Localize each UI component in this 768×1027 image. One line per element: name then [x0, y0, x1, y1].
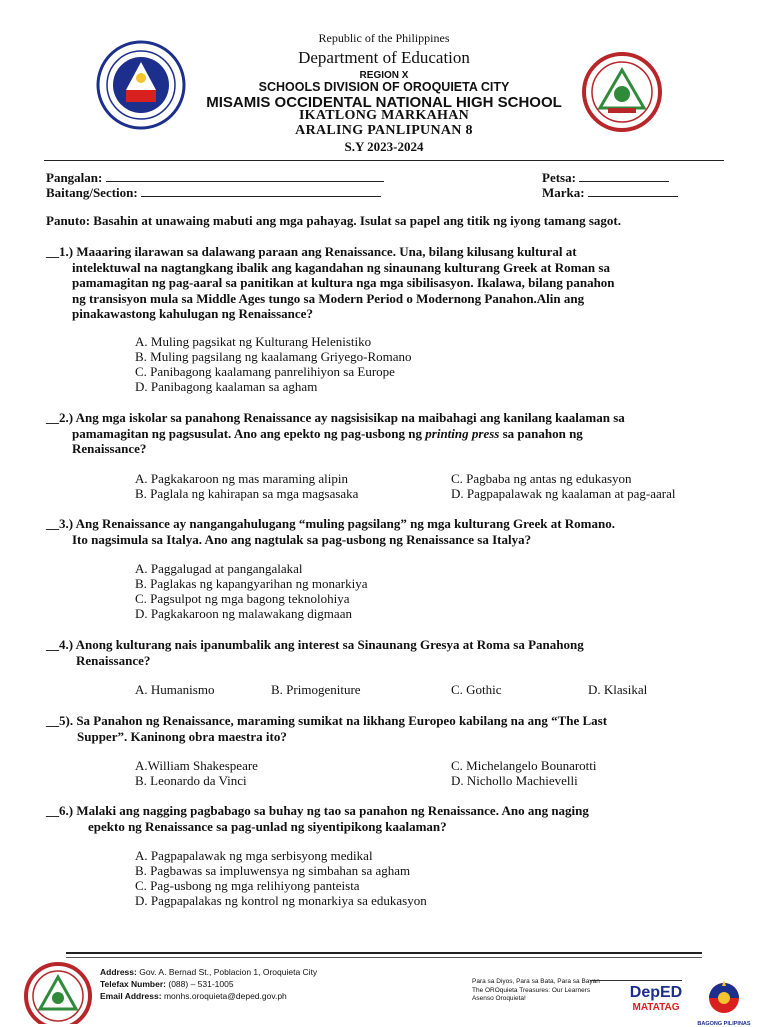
question-6	[46, 803, 726, 834]
bagong-pilipinas-logo: BAGONG PILIPINAS	[696, 976, 752, 1024]
option-c[interactable]: C. Pagsulpot ng mga bagong teknolohiya	[135, 591, 350, 606]
header-divider	[44, 160, 724, 161]
deped-matatag-logo: DepED MATATAG	[629, 984, 683, 1013]
question-5-line1: __5). Sa Panahon ng Renaissance, maraming sumikat na likhang Europeo kabilang na ang “The Last	[46, 713, 608, 728]
question-5-option-a[interactable]: A.William Shakespeare	[135, 758, 258, 773]
question-2-option-b[interactable]: B. Paglala ng kahirapan sa mga magsasaka	[135, 486, 359, 501]
option-d[interactable]: D. Pagpapalakas ng kontrol ng monarkiya sa edukasyon	[135, 893, 427, 908]
question-4-option-d[interactable]: D. Klasikal	[588, 682, 648, 697]
quarter-title: IKATLONG MARKAHAN	[298, 108, 470, 123]
question-6-options	[135, 848, 427, 908]
question-5-line2: Supper”. Kaninong obra maestra ito?	[77, 728, 287, 744]
option-d[interactable]: D. Pagkakaroon ng malawakang digmaan	[135, 606, 352, 621]
question-1-line1: __1.) Maaaring ilarawan sa dalawang paraan ang Renaissance. Una, bilang kilusang kultural at	[46, 244, 577, 259]
department-title: Department of Education	[298, 48, 470, 67]
section-blank[interactable]	[141, 184, 381, 197]
question-5	[46, 713, 726, 744]
option-a[interactable]: A. Muling pagsikat ng Kulturang Helenistiko	[135, 334, 372, 349]
option-b[interactable]: B. Pagbawas sa impluwensya ng simbahan sa agham	[135, 863, 411, 878]
footer-contact	[100, 966, 317, 1002]
date-blank[interactable]	[579, 169, 669, 182]
score-field[interactable]	[542, 184, 678, 201]
question-4-option-c[interactable]: C. Gothic	[451, 682, 502, 697]
option-c[interactable]: C. Pag-usbong ng mga relihiyong panteista	[135, 878, 360, 893]
score-blank[interactable]	[588, 184, 678, 197]
question-5-option-c[interactable]: C. Michelangelo Bounarotti	[451, 758, 597, 773]
question-3-line2: Ito nagsimula sa Italya. Ano ang nagtulak sa pag-usbong ng Renaissance sa Italya?	[72, 531, 532, 547]
school-year: S.Y 2023-2024	[344, 139, 424, 154]
option-a[interactable]: A. Paggalugad at pangangalakal	[135, 561, 303, 576]
question-1-line5: pinakawastong kahulugan ng Renaissance?	[72, 306, 313, 321]
name-label: Pangalan:	[46, 170, 103, 185]
option-b[interactable]: B. Paglakas ng kapangyarihan ng monarkiya	[135, 576, 368, 591]
section-label: Baitang/Section:	[46, 185, 138, 200]
question-1-options	[135, 334, 412, 394]
region-line: REGION X	[359, 70, 409, 81]
question-4	[46, 637, 726, 668]
question-2-option-d[interactable]: D. Pagpapalawak ng kaalaman at pag-aaral	[451, 486, 676, 501]
option-d[interactable]: D. Panibagong kaalaman sa agham	[135, 379, 318, 394]
question-5-option-d[interactable]: D. Nichollo Machievelli	[451, 773, 578, 788]
option-a[interactable]: A. Pagpapalawak ng mga serbisyong medikal	[135, 848, 373, 863]
question-5-option-b[interactable]: B. Leonardo da Vinci	[135, 773, 247, 788]
question-3-options	[135, 561, 368, 621]
question-3-line1: __3.) Ang Renaissance ay nangangahulugang “muling pagsilang” ng mga kulturang Greek at Romano.	[46, 516, 615, 531]
question-3	[46, 516, 726, 547]
question-1-line4: ng transisyon mula sa Middle Ages tungo sa Modern Period o Modernong Panahon.Alin ang	[72, 290, 585, 306]
footer-tagline: Para sa Diyos, Para sa Bata, Para sa Bayan The OROquieta Treasures: Our Learners Asenso Oroquieta!	[472, 978, 600, 1002]
name-blank[interactable]	[106, 169, 384, 182]
footer-address: Address: Gov. A. Bernad St., Poblacion 1, Oroquieta City	[100, 967, 318, 977]
question-1	[46, 244, 726, 322]
footer-divider-thin	[66, 957, 702, 958]
question-6-line1: __6.) Malaki ang nagging pagbabago sa buhay ng tao sa panahon ng Renaissance. Ano ang naging	[46, 803, 589, 818]
question-4-option-a[interactable]: A. Humanismo	[135, 682, 215, 697]
date-label: Petsa:	[542, 170, 576, 185]
question-6-line2: epekto ng Renaissance sa pag-unlad ng siyentipikong kaalaman?	[88, 818, 447, 834]
footer-email[interactable]: Email Address: monhs.oroquieta@deped.gov.ph	[100, 991, 287, 1001]
question-2-line2: pamamagitan ng pagsusulat. Ano ang epekto ng pag-usbong ng printing press sa panahon ng	[72, 425, 583, 441]
question-4-line1: __4.) Anong kulturang nais ipanumbalik ang interest sa Sinaunang Gresya at Roma sa Panahong	[46, 637, 584, 652]
school-name: MISAMIS OCCIDENTAL NATIONAL HIGH SCHOOL	[206, 94, 562, 111]
option-b[interactable]: B. Muling pagsilang ng kaalamang Griyego-Romano	[135, 349, 412, 364]
question-2	[46, 410, 726, 457]
republic-line: Republic of the Philippines	[318, 31, 450, 45]
question-4-option-b[interactable]: B. Primogeniture	[271, 682, 361, 697]
question-2-line1: __2.) Ang mga iskolar sa panahong Renaissance ay nagsisisikap na maibahagi ang kanilang kaalaman sa	[46, 410, 625, 425]
question-1-line2: intelektuwal na nagtangkang ibalik ang kagandahan ng sinaunang kulturang Greek at Roman sa	[72, 259, 610, 275]
question-2-line3: Renaissance?	[72, 441, 147, 456]
question-2-option-a[interactable]: A. Pagkakaroon ng mas maraming alipin	[135, 471, 349, 486]
footer-telefax: Telefax Number: (088) – 531-1005	[100, 979, 234, 989]
footer-divider	[66, 952, 702, 954]
division-line: SCHOOLS DIVISION OF OROQUIETA CITY	[258, 80, 510, 94]
footer-school-seal-logo	[24, 962, 92, 1024]
instructions: Panuto: Basahin at unawaing mabuti ang mga pahayag. Isulat sa papel ang titik ng iyong tamang sagot.	[46, 213, 622, 228]
option-c[interactable]: C. Panibagong kaalamang panrelihiyon sa Europe	[135, 364, 395, 379]
footer-tagline-rule	[590, 980, 682, 981]
printing-press-term: printing press	[425, 425, 500, 441]
question-4-line2: Renaissance?	[76, 652, 151, 668]
question-1-line3: pamamagitan ng pag-aaral sa panitikan at kultura nga mga sibilisasyon. Ikalawa, bilang panahon	[72, 275, 615, 290]
section-field[interactable]	[46, 184, 381, 201]
score-label: Marka:	[542, 185, 585, 200]
subject-title: ARALING PANLIPUNAN 8	[295, 123, 473, 138]
question-2-option-c[interactable]: C. Pagbaba ng antas ng edukasyon	[451, 471, 632, 486]
